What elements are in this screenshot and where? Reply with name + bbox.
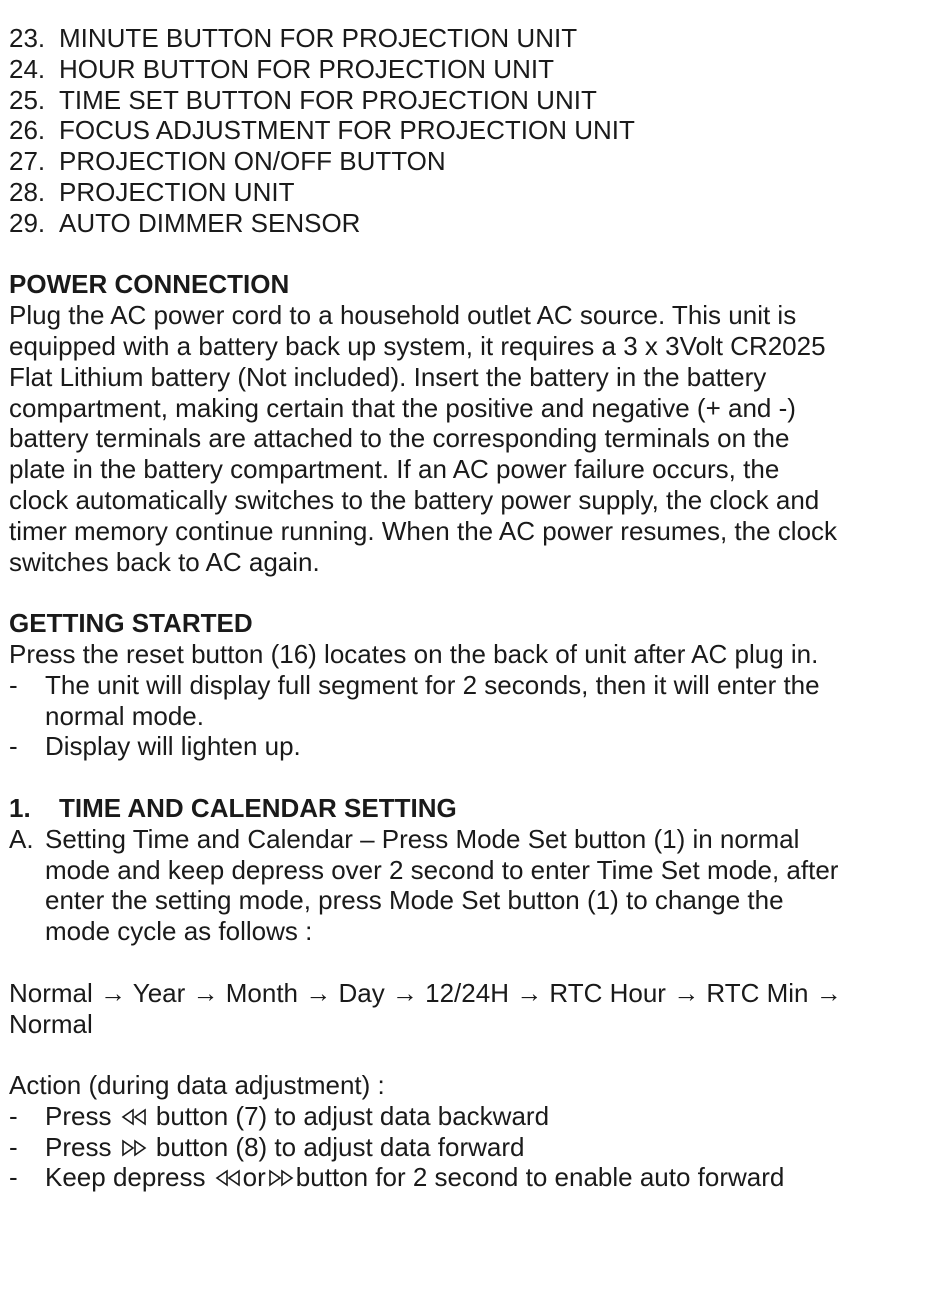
paragraph-line: Plug the AC power cord to a household outlet AC source. This unit is (9, 300, 797, 331)
item-line: mode cycle as follows : (45, 916, 313, 947)
paragraph-line: battery terminals are attached to the corresponding terminals on the (9, 423, 790, 454)
mode-cycle-line: Normal → Year → Month → Day → 12/24H → RTC Hour → RTC Min → (9, 977, 842, 1008)
item-label: TIME SET BUTTON FOR PROJECTION UNIT (59, 84, 597, 115)
item-letter: A. (9, 823, 34, 854)
power-connection-section (9, 269, 929, 577)
spacer (9, 1039, 929, 1070)
item-label: AUTO DIMMER SENSOR (59, 207, 361, 238)
action-text (45, 1162, 784, 1193)
spacer (9, 577, 929, 608)
bullet-dash: - (9, 1162, 18, 1193)
bullet-text (45, 670, 820, 732)
list-item (9, 85, 929, 116)
manual-page (9, 23, 929, 1193)
action-item-forward (9, 1132, 929, 1163)
list-item (9, 177, 929, 208)
item-label: PROJECTION UNIT (59, 176, 295, 207)
section-heading: GETTING STARTED (9, 608, 253, 639)
bullet-dash: - (9, 1100, 18, 1131)
spacer (9, 239, 929, 270)
item-line: Setting Time and Calendar – Press Mode Set button (1) in normal (45, 823, 800, 854)
bullet-dash: - (9, 1131, 18, 1162)
item-text (45, 824, 838, 947)
section-heading: POWER CONNECTION (9, 269, 290, 300)
item-number: 28. (9, 176, 46, 207)
parts-list (9, 23, 929, 239)
action-pre: Press (45, 1131, 119, 1162)
bullet-text (45, 731, 301, 762)
rewind-icon (119, 1107, 149, 1127)
action-pre: Press (45, 1100, 119, 1131)
action-item-auto (9, 1162, 929, 1193)
list-item (9, 115, 929, 146)
bullet-item (9, 670, 929, 732)
paragraph-line: timer memory continue running. When the AC power resumes, the clock (9, 515, 838, 546)
paragraph-line: clock automatically switches to the battery power supply, the clock and (9, 484, 820, 515)
item-number: 27. (9, 146, 46, 177)
paragraph-line: compartment, making certain that the positive and negative (+ and -) (9, 392, 796, 423)
lettered-item (9, 824, 929, 947)
action-post: button for 2 second to enable auto forward (295, 1162, 785, 1193)
item-label: FOCUS ADJUSTMENT FOR PROJECTION UNIT (59, 115, 635, 146)
spacer (9, 947, 929, 978)
action-heading: Action (during data adjustment) : (9, 1070, 385, 1101)
item-label: MINUTE BUTTON FOR PROJECTION UNIT (59, 23, 578, 53)
list-item (9, 208, 929, 239)
bullet-line: The unit will display full segment for 2 seconds, then it will enter the (45, 669, 820, 700)
section-heading (9, 793, 929, 824)
item-number: 25. (9, 84, 46, 115)
item-line: enter the setting mode, press Mode Set button (1) to change the (45, 885, 784, 916)
item-number: 23. (9, 23, 46, 53)
paragraph-line: equipped with a battery back up system, it requires a 3 x 3Volt CR2025 (9, 330, 826, 361)
bullet-item (9, 731, 929, 762)
paragraph-line: Press the reset button (16) locates on the back of unit after AC plug in. (9, 638, 819, 669)
mode-cycle-line: Normal (9, 1008, 93, 1039)
bullet-line: normal mode. (45, 700, 204, 731)
paragraph-line: switches back to AC again. (9, 546, 320, 577)
list-item (9, 23, 929, 54)
spacer (9, 762, 929, 793)
action-post: button (8) to adjust data forward (148, 1131, 525, 1162)
bullet-dash: - (9, 669, 18, 700)
fast-forward-icon (119, 1138, 149, 1158)
item-number: 29. (9, 207, 46, 238)
action-item-backward (9, 1101, 929, 1132)
item-label: HOUR BUTTON FOR PROJECTION UNIT (59, 53, 554, 84)
item-line: mode and keep depress over 2 second to enter Time Set mode, after (45, 854, 839, 885)
action-mid: or (242, 1162, 266, 1193)
list-item (9, 146, 929, 177)
section-title: TIME AND CALENDAR SETTING (59, 792, 457, 823)
item-number: 24. (9, 53, 46, 84)
bullet-line: Display will lighten up. (45, 731, 301, 762)
paragraph-line: plate in the battery compartment. If an AC power failure occurs, the (9, 454, 780, 485)
time-calendar-section (9, 793, 929, 1193)
list-item (9, 54, 929, 85)
rewind-icon (213, 1168, 243, 1188)
getting-started-section (9, 608, 929, 762)
fast-forward-icon (266, 1168, 296, 1188)
action-text (45, 1132, 524, 1163)
item-number: 26. (9, 115, 46, 146)
section-number: 1. (9, 792, 31, 823)
item-label: PROJECTION ON/OFF BUTTON (59, 146, 446, 177)
bullet-dash: - (9, 731, 18, 762)
paragraph-line: Flat Lithium battery (Not included). Insert the battery in the battery (9, 361, 767, 392)
action-pre: Keep depress (45, 1162, 213, 1193)
action-post: button (7) to adjust data backward (148, 1100, 550, 1131)
action-text (45, 1101, 549, 1132)
